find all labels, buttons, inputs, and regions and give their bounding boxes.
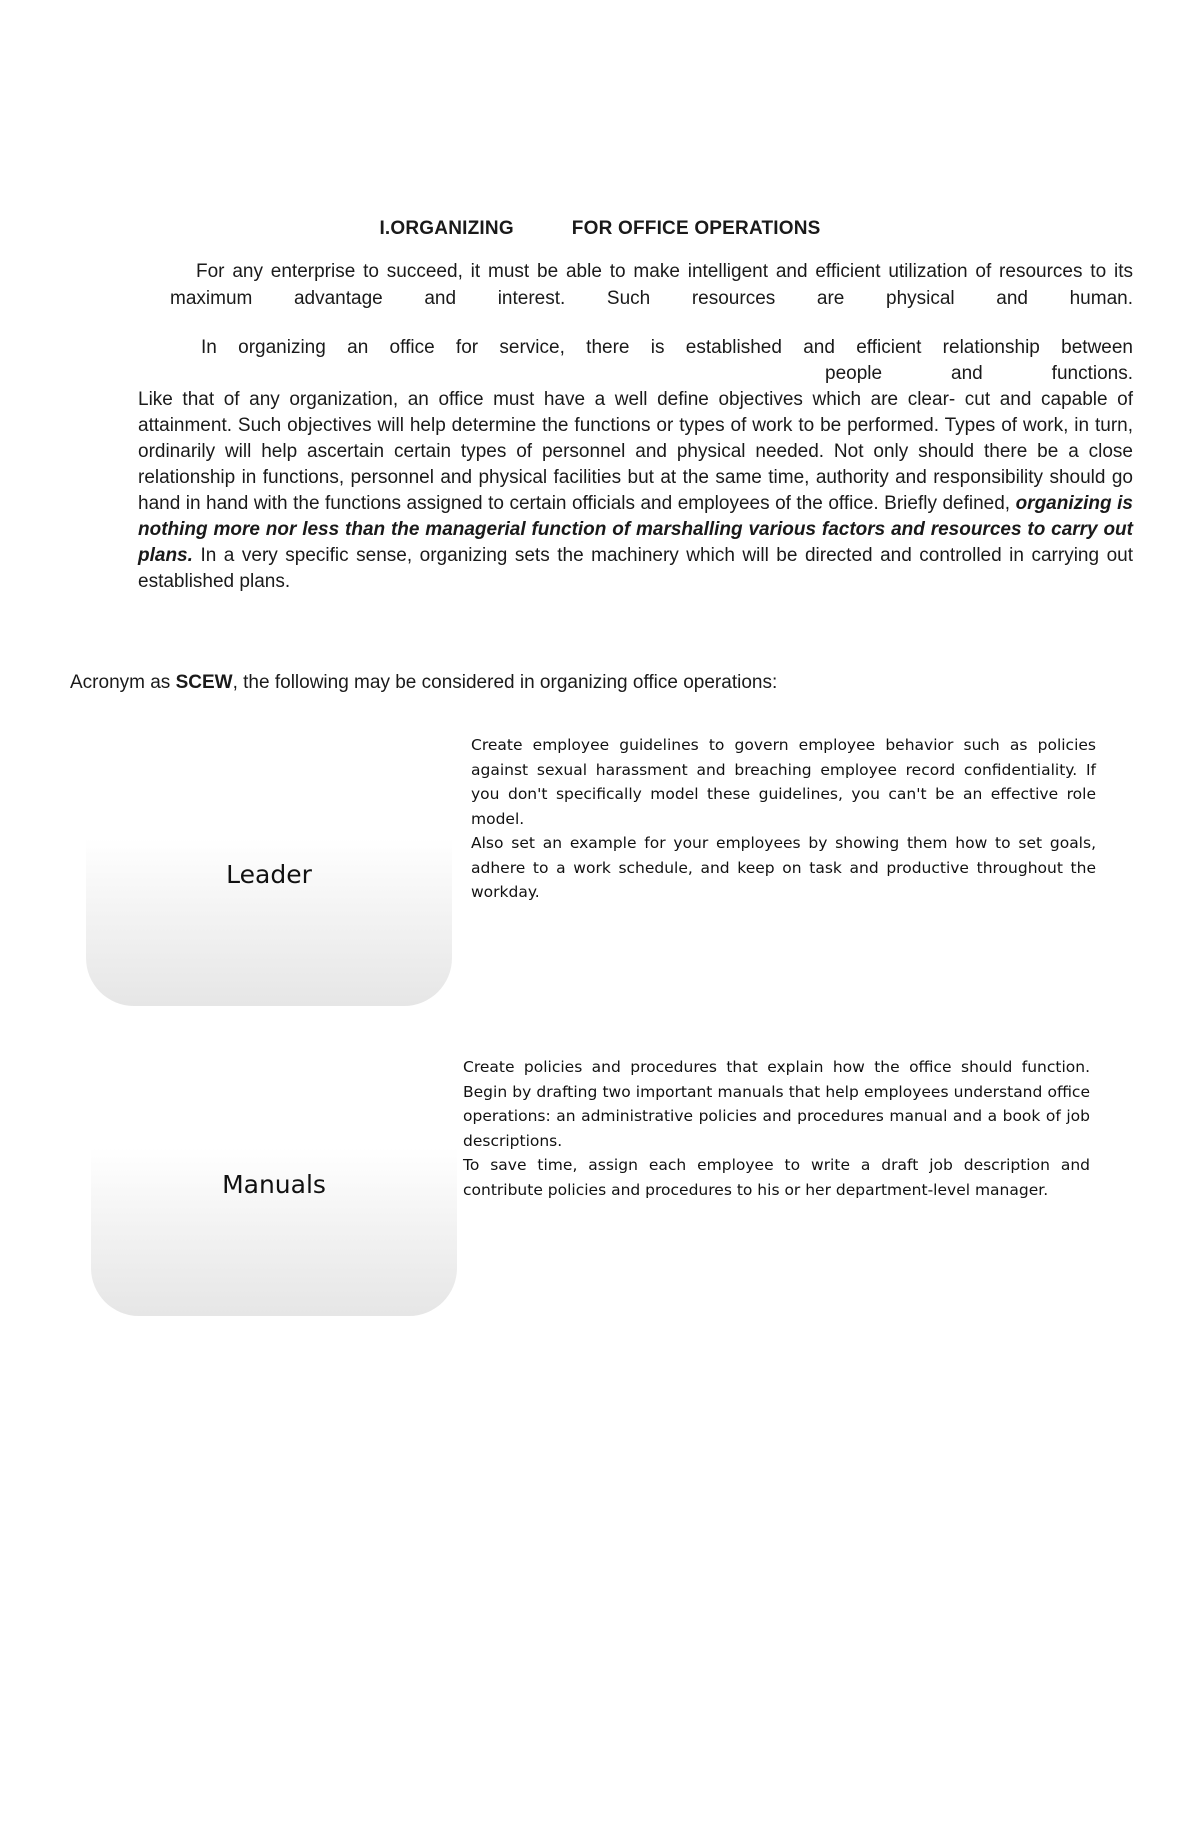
section-heading bbox=[0, 218, 1200, 240]
acronym-prefix: Acronym as bbox=[70, 672, 171, 693]
leader-description-p2: Also set an example for your employees by showing them how to set goals, adhere to a work schedule, and keep on task and productive throughout the workday. bbox=[471, 834, 1096, 901]
intro-paragraph-text: For any enterprise to succeed, it must be able to make intelligent and efficient utilization of resources to its maximum advantage and interest. Such resources are physical and human. bbox=[170, 261, 1133, 309]
leader-label: Leader bbox=[226, 860, 312, 889]
organizing-paragraph-body: Like that of any organization, an office must have a well define objectives which are clear- cut and capable of attainment. Such objectives will help determine the functions or types of work to be performed. Types of work, in turn, ordinarily will help ascertain certain types of personnel and physical needed. Not only should there be a close relationship in functions, personnel and physical facilities but at the same time, authority and responsibility should go hand in hand with the functions assigned to certain officials and employees of the office. Briefly defined, bbox=[138, 389, 1133, 514]
manuals-description bbox=[463, 1055, 1090, 1202]
organizing-definition: organizing is nothing more nor less than the managerial function of marshalling various factors and resources to carry out plans. bbox=[138, 493, 1133, 566]
organizing-paragraph-line2: people and functions. bbox=[825, 363, 1133, 384]
manuals-description-p1: Create policies and procedures that explain how the office should function. Begin by drafting two important manuals that help employees understand office operations: an administrative policies and procedures manual and a book of job descriptions. bbox=[463, 1058, 1090, 1150]
intro-paragraph bbox=[170, 258, 1133, 312]
organizing-paragraph bbox=[138, 335, 1133, 595]
manuals-box bbox=[91, 1148, 457, 1316]
manuals-label: Manuals bbox=[222, 1170, 326, 1199]
leader-description-p1: Create employee guidelines to govern employee behavior such as policies against sexual harassment and breaching employee record confidentiality. If you don't specifically model these guidelines, you can't be an effective role model. bbox=[471, 736, 1096, 828]
organizing-paragraph-tail: In a very specific sense, organizing sets the machinery which will be directed and controlled in carrying out established plans. bbox=[138, 545, 1133, 592]
heading-part-1: I.ORGANIZING bbox=[379, 218, 514, 239]
manuals-description-p2: To save time, assign each employee to write a draft job description and contribute policies and procedures to his or her department-level manager. bbox=[463, 1156, 1090, 1199]
leader-description bbox=[471, 733, 1096, 905]
heading-part-2: FOR OFFICE OPERATIONS bbox=[571, 218, 821, 239]
acronym-term: SCEW bbox=[175, 672, 233, 693]
acronym-intro bbox=[70, 672, 777, 694]
acronym-suffix: , the following may be considered in organizing office operations: bbox=[232, 672, 778, 693]
organizing-paragraph-line1: In organizing an office for service, there is established and efficient relationship between bbox=[201, 337, 1133, 358]
leader-box bbox=[86, 838, 452, 1006]
